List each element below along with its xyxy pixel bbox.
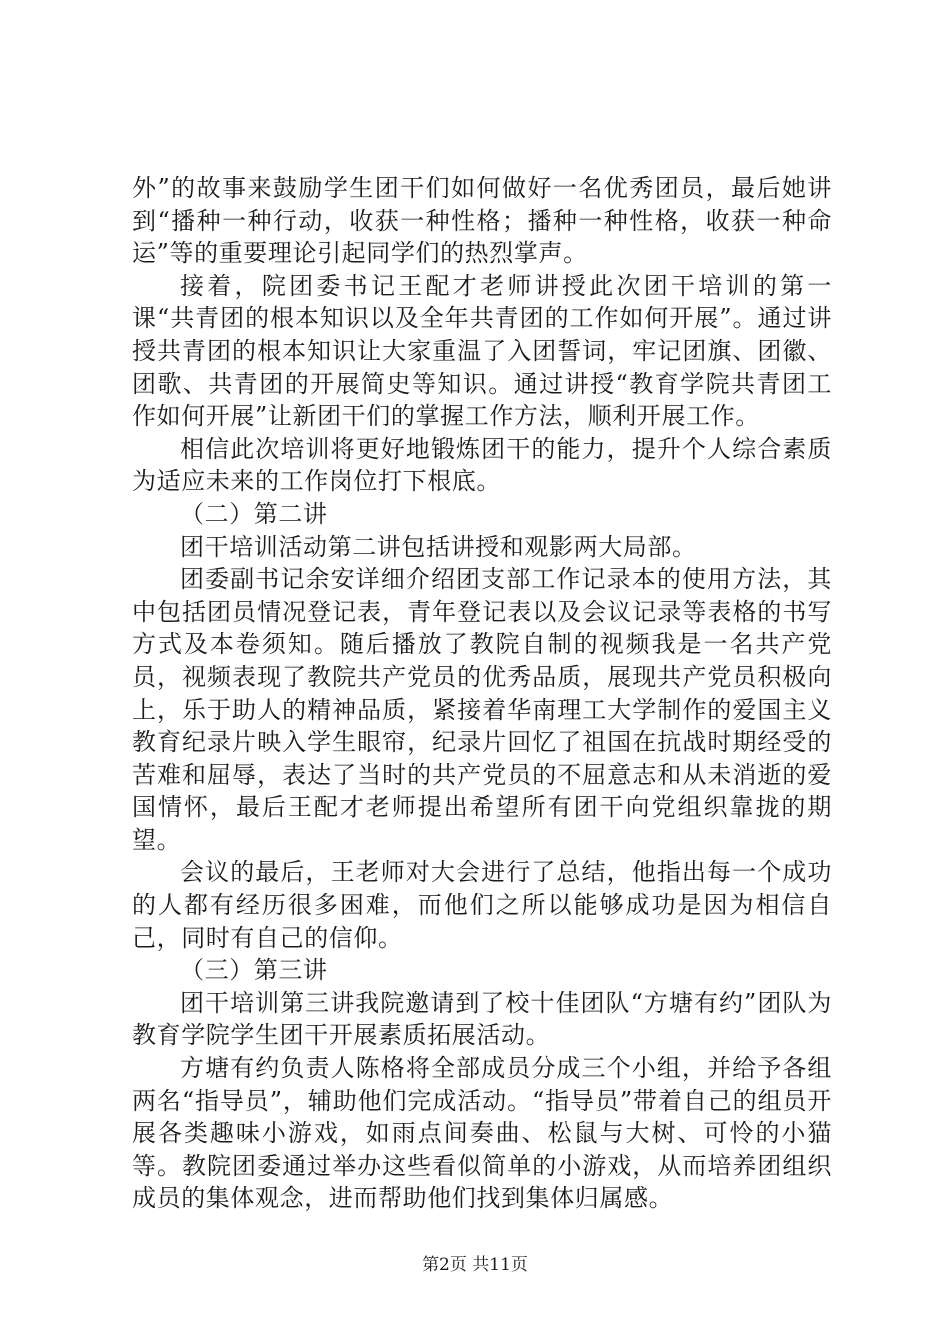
section-heading-2: （二）第二讲 [180,499,328,528]
paragraph-5: 团委副书记余安详细介绍团支部工作记录本的使用方法，其中包括团员情况登记表，青年登记表以及会议记录等表格的书写方式及本卷须知。随后播放了教院自制的视频我是一名共产党员，视频表现了教院共产党员的优秀品质，展现共产党员积极向上，乐于助人的精神品质，紧接着华南理工大学制作的爱国主义教育纪录片映入学生眼帘，纪录片回忆了祖国在抗战时期经受的苦难和屈辱，表达了当时的共产党员的不屈意志和从未消逝的爱国情怀，最后王配才老师提出希望所有团干向党组织靠拢的期望。 [132,565,832,854]
paragraph-2: 接着，院团委书记王配才老师讲授此次团干培训的第一课“共青团的根本知识以及全年共青团的工作如何开展”。通过讲授共青团的根本知识让大家重温了入团誓词，牢记团旗、团徽、团歌、共青团的开展简史等知识。通过讲授“教育学院共青团工作如何开展”让新团干们的掌握工作方法，顺利开展工作。 [132,271,832,431]
paragraph-7: 团干培训第三讲我院邀请到了校十佳团队“方塘有约”团队为教育学院学生团干开展素质拓展活动。 [132,988,832,1050]
page-number-label: 第2页 共11页 [422,1255,528,1275]
paragraph-3: 相信此次培训将更好地锻炼团干的能力，提升个人综合素质为适应未来的工作岗位打下根底。 [132,434,832,496]
paragraph-1: 外”的故事来鼓励学生团干们如何做好一名优秀团员，最后她讲到“播种一种行动，收获一种性格；播种一种性格，收获一种命运”等的重要理论引起同学们的热烈掌声。 [132,174,832,268]
paragraph-8: 方塘有约负责人陈格将全部成员分成三个小组，并给予各组两名“指导员”，辅助他们完成活动。“指导员”带着自己的组员开展各类趣味小游戏，如雨点间奏曲、松鼠与大树、可怜的小猫等。教院团委通过举办这些看似简单的小游戏，从而培养团组织成员的集体观念，进而帮助他们找到集体归属感。 [132,1054,832,1213]
document-body [132,172,832,1215]
section-heading-3: （三）第三讲 [180,956,328,985]
paragraph-6: 会议的最后，王老师对大会进行了总结，他指出每一个成功的人都有经历很多困难，而他们之所以能够成功是因为相信自己，同时有自己的信仰。 [132,858,832,952]
page-footer [0,1254,950,1276]
paragraph-4: 团干培训活动第二讲包括讲授和观影两大局部。 [180,532,697,561]
